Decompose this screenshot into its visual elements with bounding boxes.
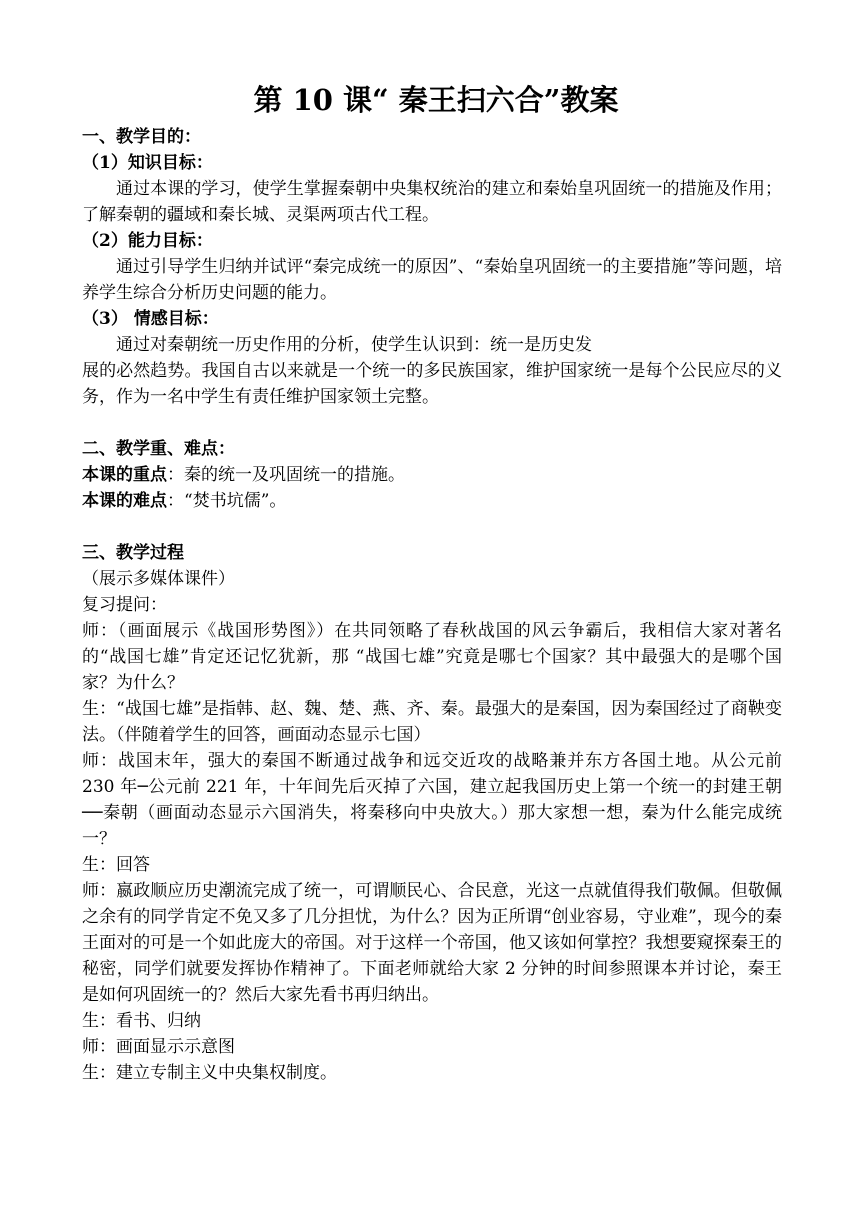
section-heading-objectives: 一、教学目的： [82,127,201,147]
key-point-line [82,462,782,488]
paragraph-emotion-rest: 展的必然趋势。我国自古以来就是一个统一的多民族国家，维护国家统一是每个公民应尽的义务，作为一名中学生有责任维护国家领土完整。 [82,361,782,407]
subheading-emotion: （3） 情感目标： [82,309,219,329]
section-heading-process: 三、教学过程 [82,543,184,563]
process-line: 生：建立专制主义中央集权制度。 [82,1063,337,1083]
paragraph-ability: 通过引导学生归纳并试评“秦完成统一的原因”、“秦始皇巩固统一的主要措施”等问题，培养学生综合分析历史问题的能力。 [82,257,782,303]
spacer [82,410,782,436]
difficult-point-text: ：“焚书坑儒”。 [167,491,287,511]
difficult-point-line [82,488,782,514]
section-heading-key-points: 二、教学重、难点： [82,439,235,459]
spacer [82,514,782,540]
page-title: 第 10 课“ 秦王扫六合”教案 [253,83,619,117]
difficult-point-label: 本课的难点 [82,491,167,511]
subheading-ability: （2）能力目标： [82,231,213,251]
process-line: 生：回答 [82,855,150,875]
process-line: 生：“战国七雄”是指韩、赵、魏、楚、燕、齐、秦。最强大的是秦国，因为秦国经过了商鞅变法。（伴随着学生的回答，画面动态显示七国） [82,699,782,745]
process-line: 师：画面显示示意图 [82,1037,235,1057]
paragraph-knowledge: 通过本课的学习，使学生掌握秦朝中央集权统治的建立和秦始皇巩固统一的措施及作用；了解秦朝的疆域和秦长城、灵渠两项古代工程。 [82,179,782,225]
process-line: 师：嬴政顺应历史潮流完成了统一，可谓顺民心、合民意，光这一点就值得我们敬佩。但敬佩之余有的同学肯定不免又多了几分担忧，为什么？因为正所谓“创业容易，守业难”，现今的秦王面对的可是一个如此庞大的帝国。对于这样一个帝国，他又该如何掌控？我想要窥探秦王的秘密，同学们就要发挥协作精神了。下面老师就给大家 2 分钟的时间参照课本并讨论，秦王是如何巩固统一的？然后大家先看书再归纳出。 [82,881,782,1005]
key-point-label: 本课的重点 [82,465,167,485]
process-line: 师：战国末年，强大的秦国不断通过战争和远交近攻的战略兼并东方各国土地。从公元前 230 年─公元前 221 年，十年间先后灭掉了六国，建立起我国历史上第一个统一的封建王朝──秦朝（画面动态显示六国消失，将秦移向中央放大。）那大家想一想，秦为什么能完成统一？ [82,751,782,849]
paragraph-emotion-line1: 通过对秦朝统一历史作用的分析，使学生认识到：统一是历史发 [116,335,592,355]
key-point-text: ：秦的统一及巩固统一的措施。 [167,465,405,485]
process-line: 生：看书、归纳 [82,1011,201,1031]
process-line: 师：（画面展示《战国形势图》）在共同领略了春秋战国的风云争霸后，我相信大家对著名的“战国七雄”肯定还记忆犹新，那 “战国七雄”究竟是哪七个国家？其中最强大的是哪个国家？为什么？ [82,621,782,693]
subheading-knowledge: （1）知识目标： [82,153,213,173]
process-line: 复习提问： [82,595,167,615]
process-line: （展示多媒体课件） [82,569,235,589]
